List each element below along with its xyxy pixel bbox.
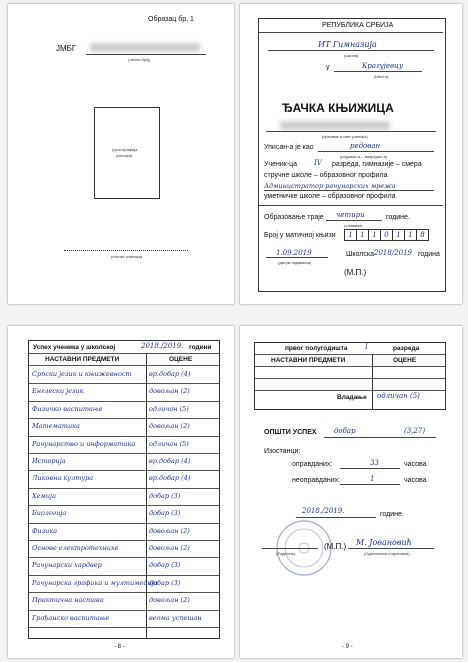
grade-cell: веома успешан	[149, 613, 202, 622]
table-row	[29, 436, 219, 454]
subject-cell: Рачунарска графика и мултимедија	[32, 578, 158, 587]
grade-cell: вр.добар (4)	[149, 474, 191, 483]
duration-label: Образовање траје	[264, 214, 324, 221]
page-number-9: - 9 -	[342, 644, 353, 650]
name-caption: (презиме и име ученика)	[322, 134, 368, 139]
date-caption: (датум издавања)	[278, 260, 312, 265]
stamp-label-right: (М.П.)	[324, 542, 347, 551]
grade-cell: довољан (2)	[149, 596, 190, 605]
page-bottom-left	[8, 326, 234, 658]
duration-suffix: године.	[386, 214, 410, 221]
student-name-redacted	[280, 121, 390, 130]
table-row	[29, 453, 219, 471]
table-row	[29, 401, 219, 419]
student-label: Ученик-ца	[264, 161, 298, 168]
col-subjects-right: НАСТАВНИ ПРЕДМЕТИ	[271, 357, 346, 364]
register-digit: 8	[417, 229, 429, 241]
duration-caption: (словима)	[344, 223, 363, 228]
photo-caption-2: ученика)	[116, 153, 133, 158]
page-bottom-right	[240, 326, 462, 658]
jmbg-label: ЈМБГ	[56, 44, 77, 53]
table-row	[29, 523, 219, 541]
jmbg-redacted	[90, 43, 200, 52]
school-year-value: 2018/2019	[374, 249, 412, 257]
subject-cell: Историја	[32, 457, 66, 465]
grade-cell: вр.добар (4)	[149, 370, 191, 378]
semester-table	[254, 342, 446, 410]
subject-cell: Физичко васпитање	[32, 404, 103, 413]
register-digit: 1	[393, 229, 405, 241]
absences-label: Изостанци:	[264, 448, 301, 455]
page-top-right	[240, 4, 462, 304]
table-row	[29, 540, 219, 558]
parent-caption: (Родитељ)	[276, 551, 296, 556]
teacher-signature: М. Јовановић	[356, 538, 412, 547]
success-table	[28, 340, 220, 639]
unjustified-label: неоправданих:	[292, 477, 341, 484]
booklet-title: ЂАЧКА КЊИЖИЦА	[282, 101, 394, 115]
grade-cell: одличан (5)	[149, 404, 189, 413]
city-value: Крагујевцу	[362, 62, 404, 70]
subject-cell: Српски језик и књижевност	[32, 370, 132, 378]
subject-cell: Основе електротехнике	[32, 544, 119, 552]
grade-cell: одличан (5)	[149, 439, 189, 448]
grade-value: IV	[314, 159, 322, 167]
school-year-label: Школска	[346, 251, 374, 258]
grade-cell: довољан (2)	[149, 387, 190, 396]
table-row	[29, 575, 219, 593]
table-row	[29, 505, 219, 523]
subject-cell: Рачунарство и информатика	[32, 439, 136, 448]
semester-value: I	[365, 343, 368, 351]
subject-cell: Хемија	[32, 491, 56, 500]
subject-cell: Математика	[32, 422, 80, 431]
profile-line2: уметничке школе – образовног профила	[264, 193, 396, 200]
grade-cell: добар (3)	[149, 509, 181, 518]
register-digit: 1	[405, 229, 417, 241]
school-year-suffix: година	[418, 251, 440, 258]
city-prefix: у	[326, 64, 330, 71]
register-digits	[344, 229, 429, 241]
overall-value: добар	[334, 427, 356, 435]
table-row	[29, 470, 219, 488]
grade-cell: добар (3)	[149, 491, 181, 500]
semester-suffix: разреда	[393, 345, 420, 352]
republic-label: РЕПУБЛИКА СРБИЈА	[322, 22, 394, 29]
enrolled-caption: (редован-а – ванредан-а)	[340, 154, 388, 159]
subject-cell: Рачунарски хардвер	[32, 561, 102, 570]
table-row	[29, 418, 219, 436]
profile-line1: стручне школе – образовног профила	[264, 172, 388, 179]
city-caption: (Место)	[374, 74, 389, 79]
grade-cell: довољан (2)	[149, 526, 190, 535]
page-number-8: - 8 -	[114, 644, 125, 650]
unjustified-value: 1	[370, 475, 375, 483]
behavior-value: одличан (5)	[377, 392, 420, 400]
table-row	[29, 557, 219, 575]
grade-cell: добар (3)	[149, 578, 181, 587]
register-label: Број у матичној књизи	[264, 232, 336, 239]
success-year: 2018./2019.	[141, 342, 184, 350]
stamp-label: (М.П.)	[344, 268, 367, 277]
jmbg-caption: (лични број)	[128, 57, 151, 62]
form-label: Образац бр. 1	[148, 16, 194, 23]
table-row	[29, 366, 219, 384]
page-top-left	[8, 4, 234, 304]
table-row	[29, 488, 219, 506]
justified-hours: часова	[404, 461, 427, 468]
register-digit: 1	[357, 229, 369, 241]
success-year-suffix: години	[189, 344, 212, 351]
behavior-label: Владање	[337, 394, 367, 401]
subject-cell: Енглески језик	[32, 387, 84, 396]
enrolled-label: Уписан-а је као	[264, 144, 314, 151]
profile-value: Администратор рачунарских мрежа	[264, 182, 396, 190]
photo-caption-1: (фотографија	[112, 147, 138, 152]
grade-cell: довољан (2)	[149, 422, 190, 431]
closing-year: 2018./2019.	[302, 507, 345, 515]
success-label: Успех ученика у школској	[33, 344, 116, 351]
table-row	[29, 592, 219, 610]
table-row	[29, 610, 219, 628]
teacher-caption: (Одељенски старешина)	[364, 551, 410, 556]
justified-label: оправданих:	[292, 461, 333, 468]
subject-cell: Биологија	[32, 509, 67, 518]
signature-caption: (потпис ученика)	[111, 254, 143, 259]
overall-score: (3,27)	[404, 427, 426, 435]
subject-cell: Физика	[32, 526, 58, 535]
semester-label: првог полугодишта	[285, 345, 348, 352]
table-row	[29, 383, 219, 401]
grade-cell: вр.добар (4)	[149, 457, 191, 465]
grade-text: разреда, гимназије – смера	[332, 161, 422, 168]
col-subjects: НАСТАВНИ ПРЕДМЕТИ	[45, 356, 120, 363]
school-name: ИТ Гимназија	[318, 40, 377, 49]
grade-cell: довољан (2)	[149, 544, 190, 552]
register-digit: 0	[381, 229, 393, 241]
duration-value: четири	[336, 211, 365, 219]
register-digit: 1	[344, 229, 357, 241]
issue-date: 1.09.2019	[276, 249, 312, 257]
school-caption: (школа)	[344, 53, 359, 58]
grade-cell: добар (3)	[149, 561, 181, 570]
unjustified-hours: часова	[404, 477, 427, 484]
overall-label: ОПШТИ УСПЕХ	[264, 429, 317, 436]
closing-year-suffix: године	[380, 511, 402, 518]
subject-cell: Ликовна култура	[32, 474, 94, 483]
col-grades: ОЦЕНЕ	[169, 356, 193, 363]
justified-value: 33	[370, 459, 379, 467]
col-grades-right: ОЦЕНЕ	[393, 357, 417, 364]
subject-cell: Грађанско васпитање	[32, 613, 110, 622]
register-digit: 1	[369, 229, 381, 241]
subject-cell: Практична настава	[32, 596, 104, 605]
enrolled-value: редован	[350, 142, 381, 150]
